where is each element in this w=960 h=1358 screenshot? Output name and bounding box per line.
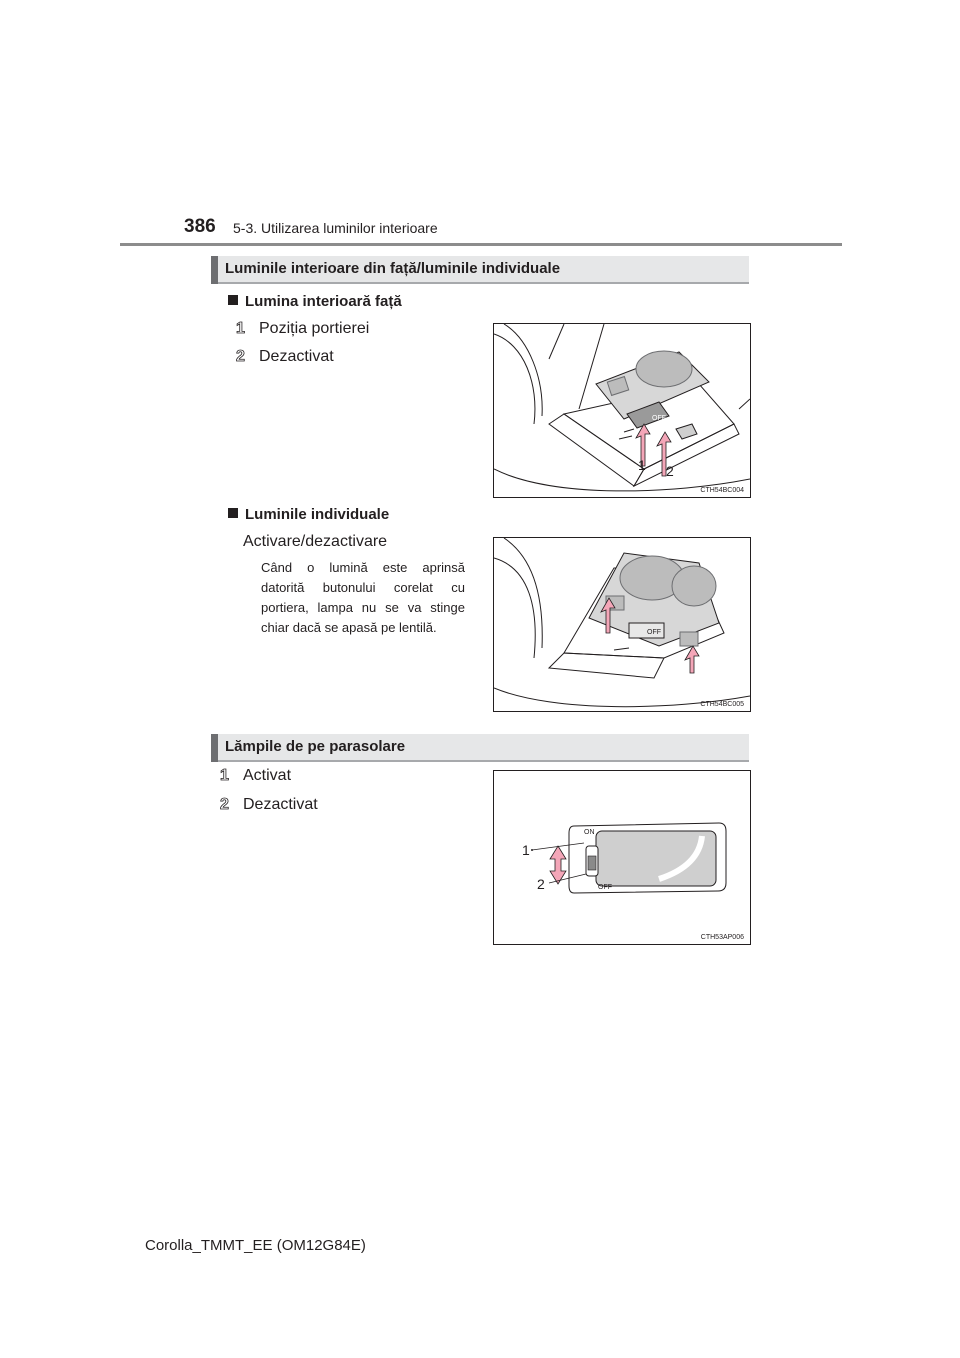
running-title: 5-3. Utilizarea luminilor interioare (233, 220, 438, 236)
figure-code: CTH54BC005 (700, 701, 744, 708)
callout-1: 1 (638, 457, 646, 473)
subheading-text: Luminile individuale (245, 506, 390, 523)
on-label: ON (584, 829, 595, 836)
item-label: Dezactivat (259, 348, 334, 365)
note-paragraph: Când o lumină este aprinsă datorită butonului corelat cu portiera, lampa nu se va stinge chiar dacă se apasă pe lentilă. (261, 560, 465, 635)
visor-lamp-illustration (494, 771, 750, 944)
item-number: 2 (236, 348, 245, 365)
figure-code: CTH53AP006 (700, 934, 744, 941)
item-number: 1 (220, 767, 229, 784)
page-number: 386 (184, 216, 216, 237)
item-label: Activare/dezactivare (243, 533, 388, 550)
item-label: Dezactivat (243, 796, 318, 813)
subheading-individual-lights (228, 506, 389, 523)
switch-off-label: OFF (647, 629, 661, 636)
section-heading-title: Luminile interioare din față/luminile individuale (225, 260, 561, 277)
figure-front-interior-light (493, 323, 751, 498)
callout-2: 2 (666, 463, 674, 479)
section-heading-bar (211, 256, 218, 284)
callout-1: 1 (522, 842, 530, 858)
figure-code: CTH54BC004 (700, 487, 744, 494)
figure-individual-lights (493, 537, 751, 712)
header-rule (120, 243, 842, 246)
section-heading-visor-lamps (211, 734, 749, 762)
section-heading-bar (211, 734, 218, 762)
square-bullet-icon (228, 508, 238, 518)
subheading-front-interior-light (228, 293, 402, 310)
front-light-illustration (494, 324, 750, 497)
square-bullet-icon (228, 295, 238, 305)
callout-2: 2 (537, 876, 545, 892)
section-heading-title: Lămpile de pe parasolare (225, 738, 406, 755)
section-heading-front-lights (211, 256, 749, 284)
individual-lights-illustration (494, 538, 750, 711)
subheading-text: Lumina interioară față (245, 293, 402, 310)
item-label: Poziția portierei (259, 320, 370, 337)
switch-off-label: OFF (652, 415, 666, 422)
off-label: OFF (598, 884, 612, 891)
figure-visor-lamp (493, 770, 751, 945)
item-number: 1 (236, 320, 245, 337)
item-number: 2 (220, 796, 229, 813)
item-label: Activat (243, 767, 292, 784)
footer-text: Corolla_TMMT_EE (OM12G84E) (145, 1237, 366, 1254)
